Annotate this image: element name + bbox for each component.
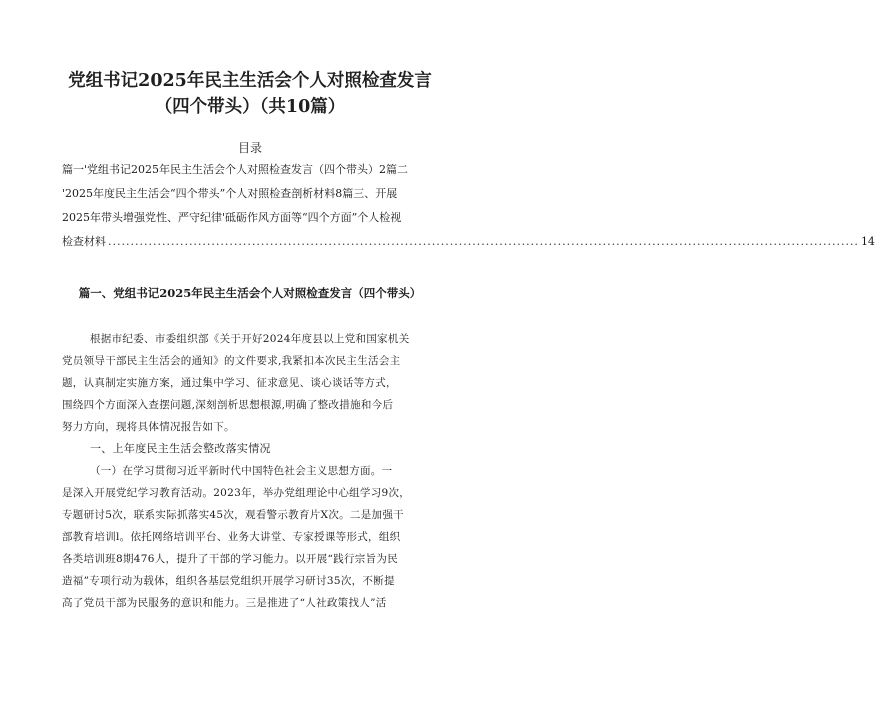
toc-leader-dots: ....................................................................................................................................................................... [108,235,859,248]
toc-line: 篇一'党组书记2025年民主生活会个人对照检查发言（四个带头）2篇二 [62,163,409,176]
paragraph-line: 党员领导干部民主生活会的通知》的文件要求,我紧扣本次民主生活会主 [62,355,401,367]
paragraph-line: 是深入开展党纪学习教育活动。2023年，举办党组理论中心组学习9次， [62,487,411,499]
paragraph-line: 高了党员干部为民服务的意识和能力。三是推进了“人社政策找人”活 [62,597,387,609]
toc-entry-last [62,234,875,249]
toc-heading: 目录 [237,141,262,155]
paragraph-line: 努力方向，现将具体情况报告如下。 [62,421,235,433]
toc-line: '2025年度民主生活会“四个带头”个人对照检查剖析材料8篇三、开展 [62,187,398,200]
document-title-line-2: （四个带头）（共10篇） [154,97,346,117]
section-title: 篇一、党组书记2025年民主生活会个人对照检查发言（四个带头） [78,286,422,300]
paragraph-line: 各类培训班8期476人，提升了干部的学习能力。以开展“践行宗旨为民 [62,553,398,565]
paragraph-line: 题，认真制定实施方案，通过集中学习、征求意见、谈心谈话等方式， [62,377,397,389]
document-title-line-1: 党组书记2025年民主生活会个人对照检查发言 [68,71,432,91]
paragraph-line: 造福”专项行动为载体，组织各基层党组织开展学习研讨35次，不断提 [62,575,395,587]
paragraph-line: （一）在学习贯彻习近平新时代中国特色社会主义思想方面。一 [90,465,393,477]
toc-page-number: 14 [860,235,875,248]
toc-entry-text: 检查材料 [62,235,106,248]
heading-level-1: 一、上年度民主生活会整改落实情况 [90,442,271,455]
paragraph-line: 部教育培训l。依托网络培训平台、业务大讲堂、专家授课等形式，组织 [62,531,401,543]
paragraph-line: 专题研讨5次，联系实际抓落实45次，观看警示教育片X次。二是加强干 [62,509,404,521]
paragraph-line: 根据市纪委、市委组织部《关于开好2024年度县以上党和国家机关 [90,333,410,345]
paragraph-line: 围绕四个方面深入查摆问题,深刻剖析思想根源,明确了整改措施和今后 [62,399,394,411]
toc-line: 2025年带头增强党性、严守纪律'砥砺作风方面等“四个方面”个人检视 [62,211,402,224]
